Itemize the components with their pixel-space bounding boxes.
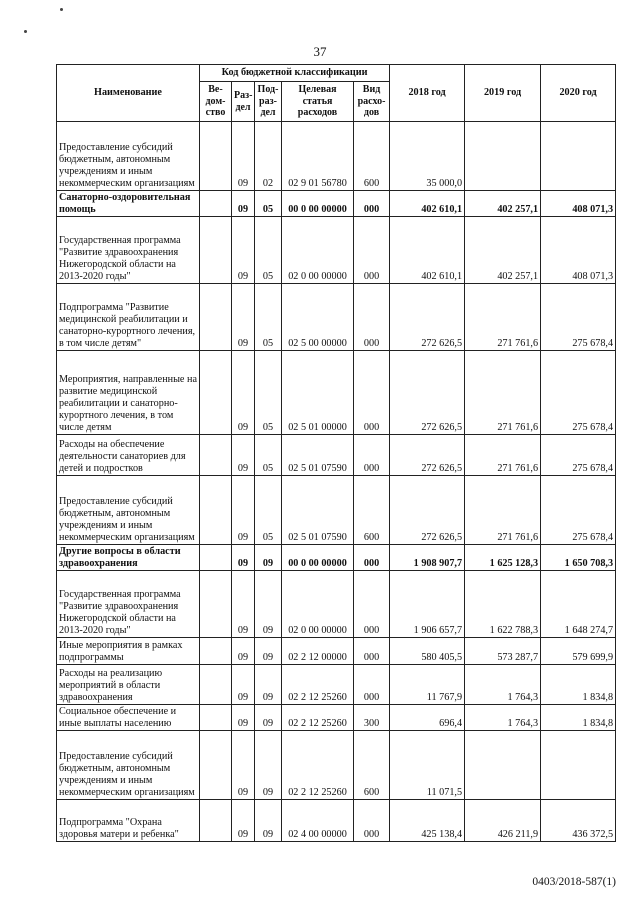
- cell-podrazdel: 05: [255, 476, 282, 545]
- cell-2019: 426 211,9: [465, 800, 541, 842]
- page-number: 37: [313, 44, 327, 59]
- cell-razdel: 09: [232, 800, 255, 842]
- cell-vedomstvo: [200, 435, 232, 476]
- cell-name: Мероприятия, направленные на развитие медицинской реабилитации и санаторно-курортного лечения, в том числе детям: [57, 351, 200, 435]
- cell-2018: 402 610,1: [390, 191, 465, 217]
- table-row: [57, 545, 616, 571]
- header-2018: 2018 год: [390, 65, 465, 122]
- header-razdel: Раз- дел: [232, 82, 255, 122]
- cell-2018: 272 626,5: [390, 351, 465, 435]
- cell-podrazdel: 05: [255, 284, 282, 351]
- cell-vedomstvo: [200, 351, 232, 435]
- cell-razdel: 09: [232, 571, 255, 638]
- cell-razdel: 09: [232, 705, 255, 731]
- cell-razdel: 09: [232, 665, 255, 705]
- table-row: [57, 435, 616, 476]
- cell-vedomstvo: [200, 571, 232, 638]
- cell-2018: 1 908 907,7: [390, 545, 465, 571]
- cell-target-article: 02 2 12 00000: [282, 638, 354, 665]
- cell-vedomstvo: [200, 284, 232, 351]
- cell-2020: 579 699,9: [541, 638, 616, 665]
- cell-target-article: 02 9 01 56780: [282, 122, 354, 191]
- cell-2018: 11 767,9: [390, 665, 465, 705]
- cell-vedomstvo: [200, 476, 232, 545]
- table-row: [57, 476, 616, 545]
- cell-2018: 272 626,5: [390, 284, 465, 351]
- cell-vedomstvo: [200, 122, 232, 191]
- cell-2020: 1 834,8: [541, 665, 616, 705]
- cell-name: Предоставление субсидий бюджетным, автономным учреждениям и иным некоммерческим организациям: [57, 122, 200, 191]
- cell-expense-type: 000: [354, 571, 390, 638]
- cell-name: Государственная программа "Развитие здравоохранения Нижегородской области на 2013-2020 годы": [57, 217, 200, 284]
- cell-2018: 11 071,5: [390, 731, 465, 800]
- cell-2018: 1 906 657,7: [390, 571, 465, 638]
- cell-podrazdel: 05: [255, 351, 282, 435]
- cell-2019: 573 287,7: [465, 638, 541, 665]
- cell-2020: 408 071,3: [541, 217, 616, 284]
- cell-razdel: 09: [232, 122, 255, 191]
- cell-2020: 1 650 708,3: [541, 545, 616, 571]
- header-target-article: Целевая статья расходов: [282, 82, 354, 122]
- cell-2019: [465, 731, 541, 800]
- header-vedomstvo: Ве- дом- ство: [200, 82, 232, 122]
- cell-name: Иные мероприятия в рамках подпрограммы: [57, 638, 200, 665]
- cell-podrazdel: 09: [255, 800, 282, 842]
- cell-razdel: 09: [232, 731, 255, 800]
- cell-vedomstvo: [200, 217, 232, 284]
- cell-target-article: 02 0 00 00000: [282, 217, 354, 284]
- cell-razdel: 09: [232, 476, 255, 545]
- cell-vedomstvo: [200, 191, 232, 217]
- cell-expense-type: 000: [354, 800, 390, 842]
- cell-expense-type: 600: [354, 476, 390, 545]
- cell-podrazdel: 09: [255, 545, 282, 571]
- cell-target-article: 02 0 00 00000: [282, 571, 354, 638]
- cell-podrazdel: 09: [255, 571, 282, 638]
- cell-expense-type: 000: [354, 191, 390, 217]
- cell-2019: 1 764,3: [465, 665, 541, 705]
- cell-2020: 275 678,4: [541, 476, 616, 545]
- cell-target-article: 00 0 00 00000: [282, 545, 354, 571]
- scan-dot: [60, 8, 63, 11]
- cell-razdel: 09: [232, 284, 255, 351]
- cell-expense-type: 600: [354, 731, 390, 800]
- cell-2020: [541, 122, 616, 191]
- cell-2019: 271 761,6: [465, 435, 541, 476]
- table-row: [57, 665, 616, 705]
- cell-2018: 402 610,1: [390, 217, 465, 284]
- cell-razdel: 09: [232, 545, 255, 571]
- cell-vedomstvo: [200, 545, 232, 571]
- cell-2020: [541, 731, 616, 800]
- cell-podrazdel: 05: [255, 191, 282, 217]
- cell-target-article: 02 2 12 25260: [282, 665, 354, 705]
- cell-name: Подпрограмма "Развитие медицинской реабилитации и санаторно-курортного лечения, в том числе детям": [57, 284, 200, 351]
- cell-2020: 275 678,4: [541, 351, 616, 435]
- cell-podrazdel: 09: [255, 665, 282, 705]
- cell-target-article: 02 5 01 07590: [282, 476, 354, 545]
- cell-expense-type: 000: [354, 638, 390, 665]
- cell-2019: 402 257,1: [465, 191, 541, 217]
- cell-2018: 425 138,4: [390, 800, 465, 842]
- cell-2020: 275 678,4: [541, 284, 616, 351]
- document-code: 0403/2018-587(1): [532, 876, 616, 888]
- cell-razdel: 09: [232, 217, 255, 284]
- cell-expense-type: 000: [354, 545, 390, 571]
- cell-target-article: 02 5 00 00000: [282, 284, 354, 351]
- cell-razdel: 09: [232, 191, 255, 217]
- table-row: [57, 731, 616, 800]
- cell-2019: [465, 122, 541, 191]
- cell-razdel: 09: [232, 638, 255, 665]
- cell-vedomstvo: [200, 665, 232, 705]
- cell-razdel: 09: [232, 435, 255, 476]
- cell-podrazdel: 02: [255, 122, 282, 191]
- cell-vedomstvo: [200, 638, 232, 665]
- table-row: [57, 351, 616, 435]
- header-name: Наименование: [57, 65, 200, 122]
- cell-2018: 272 626,5: [390, 476, 465, 545]
- header-podrazdel: Под- раз- дел: [255, 82, 282, 122]
- table-row: [57, 191, 616, 217]
- cell-2018: 35 000,0: [390, 122, 465, 191]
- table-row: [57, 638, 616, 665]
- cell-2020: 1 834,8: [541, 705, 616, 731]
- cell-name: Расходы на обеспечение деятельности санаториев для детей и подростков: [57, 435, 200, 476]
- header-expense-type: Вид расхо- дов: [354, 82, 390, 122]
- table-row: [57, 217, 616, 284]
- cell-2020: 436 372,5: [541, 800, 616, 842]
- cell-2018: 580 405,5: [390, 638, 465, 665]
- budget-table: [56, 64, 616, 842]
- table-row: [57, 571, 616, 638]
- cell-target-article: 00 0 00 00000: [282, 191, 354, 217]
- cell-expense-type: 000: [354, 351, 390, 435]
- cell-podrazdel: 09: [255, 638, 282, 665]
- cell-name: Расходы на реализацию мероприятий в области здравоохранения: [57, 665, 200, 705]
- cell-2019: 271 761,6: [465, 284, 541, 351]
- cell-podrazdel: 05: [255, 435, 282, 476]
- cell-2019: 1 622 788,3: [465, 571, 541, 638]
- cell-name: Санаторно-оздоровительная помощь: [57, 191, 200, 217]
- cell-podrazdel: 05: [255, 217, 282, 284]
- cell-target-article: 02 5 01 00000: [282, 351, 354, 435]
- cell-name: Социальное обеспечение и иные выплаты населению: [57, 705, 200, 731]
- cell-expense-type: 000: [354, 217, 390, 284]
- table-row: [57, 800, 616, 842]
- cell-2019: 271 761,6: [465, 351, 541, 435]
- cell-target-article: 02 4 00 00000: [282, 800, 354, 842]
- cell-name: Подпрограмма "Охрана здоровья матери и ребенка": [57, 800, 200, 842]
- cell-expense-type: 000: [354, 284, 390, 351]
- cell-podrazdel: 09: [255, 705, 282, 731]
- cell-2020: 408 071,3: [541, 191, 616, 217]
- cell-name: Другие вопросы в области здравоохранения: [57, 545, 200, 571]
- cell-podrazdel: 09: [255, 731, 282, 800]
- cell-2020: 1 648 274,7: [541, 571, 616, 638]
- cell-expense-type: 000: [354, 665, 390, 705]
- cell-2019: 1 625 128,3: [465, 545, 541, 571]
- cell-vedomstvo: [200, 800, 232, 842]
- table-row: [57, 705, 616, 731]
- cell-name: Предоставление субсидий бюджетным, автономным учреждениям и иным некоммерческим организациям: [57, 731, 200, 800]
- cell-expense-type: 600: [354, 122, 390, 191]
- cell-2019: 1 764,3: [465, 705, 541, 731]
- cell-name: Предоставление субсидий бюджетным, автономным учреждениям и иным некоммерческим организациям: [57, 476, 200, 545]
- header-2019: 2019 год: [465, 65, 541, 122]
- cell-2019: 402 257,1: [465, 217, 541, 284]
- scan-dot: [24, 30, 27, 33]
- cell-expense-type: 300: [354, 705, 390, 731]
- cell-target-article: 02 2 12 25260: [282, 705, 354, 731]
- header-2020: 2020 год: [541, 65, 616, 122]
- cell-target-article: 02 5 01 07590: [282, 435, 354, 476]
- cell-2019: 271 761,6: [465, 476, 541, 545]
- header-classification-group: Код бюджетной классификации: [200, 65, 390, 82]
- table-row: [57, 122, 616, 191]
- cell-2020: 275 678,4: [541, 435, 616, 476]
- cell-2018: 696,4: [390, 705, 465, 731]
- cell-razdel: 09: [232, 351, 255, 435]
- cell-target-article: 02 2 12 25260: [282, 731, 354, 800]
- cell-expense-type: 000: [354, 435, 390, 476]
- table-row: [57, 284, 616, 351]
- cell-name: Государственная программа "Развитие здравоохранения Нижегородской области на 2013-2020 годы": [57, 571, 200, 638]
- cell-vedomstvo: [200, 731, 232, 800]
- cell-vedomstvo: [200, 705, 232, 731]
- cell-2018: 272 626,5: [390, 435, 465, 476]
